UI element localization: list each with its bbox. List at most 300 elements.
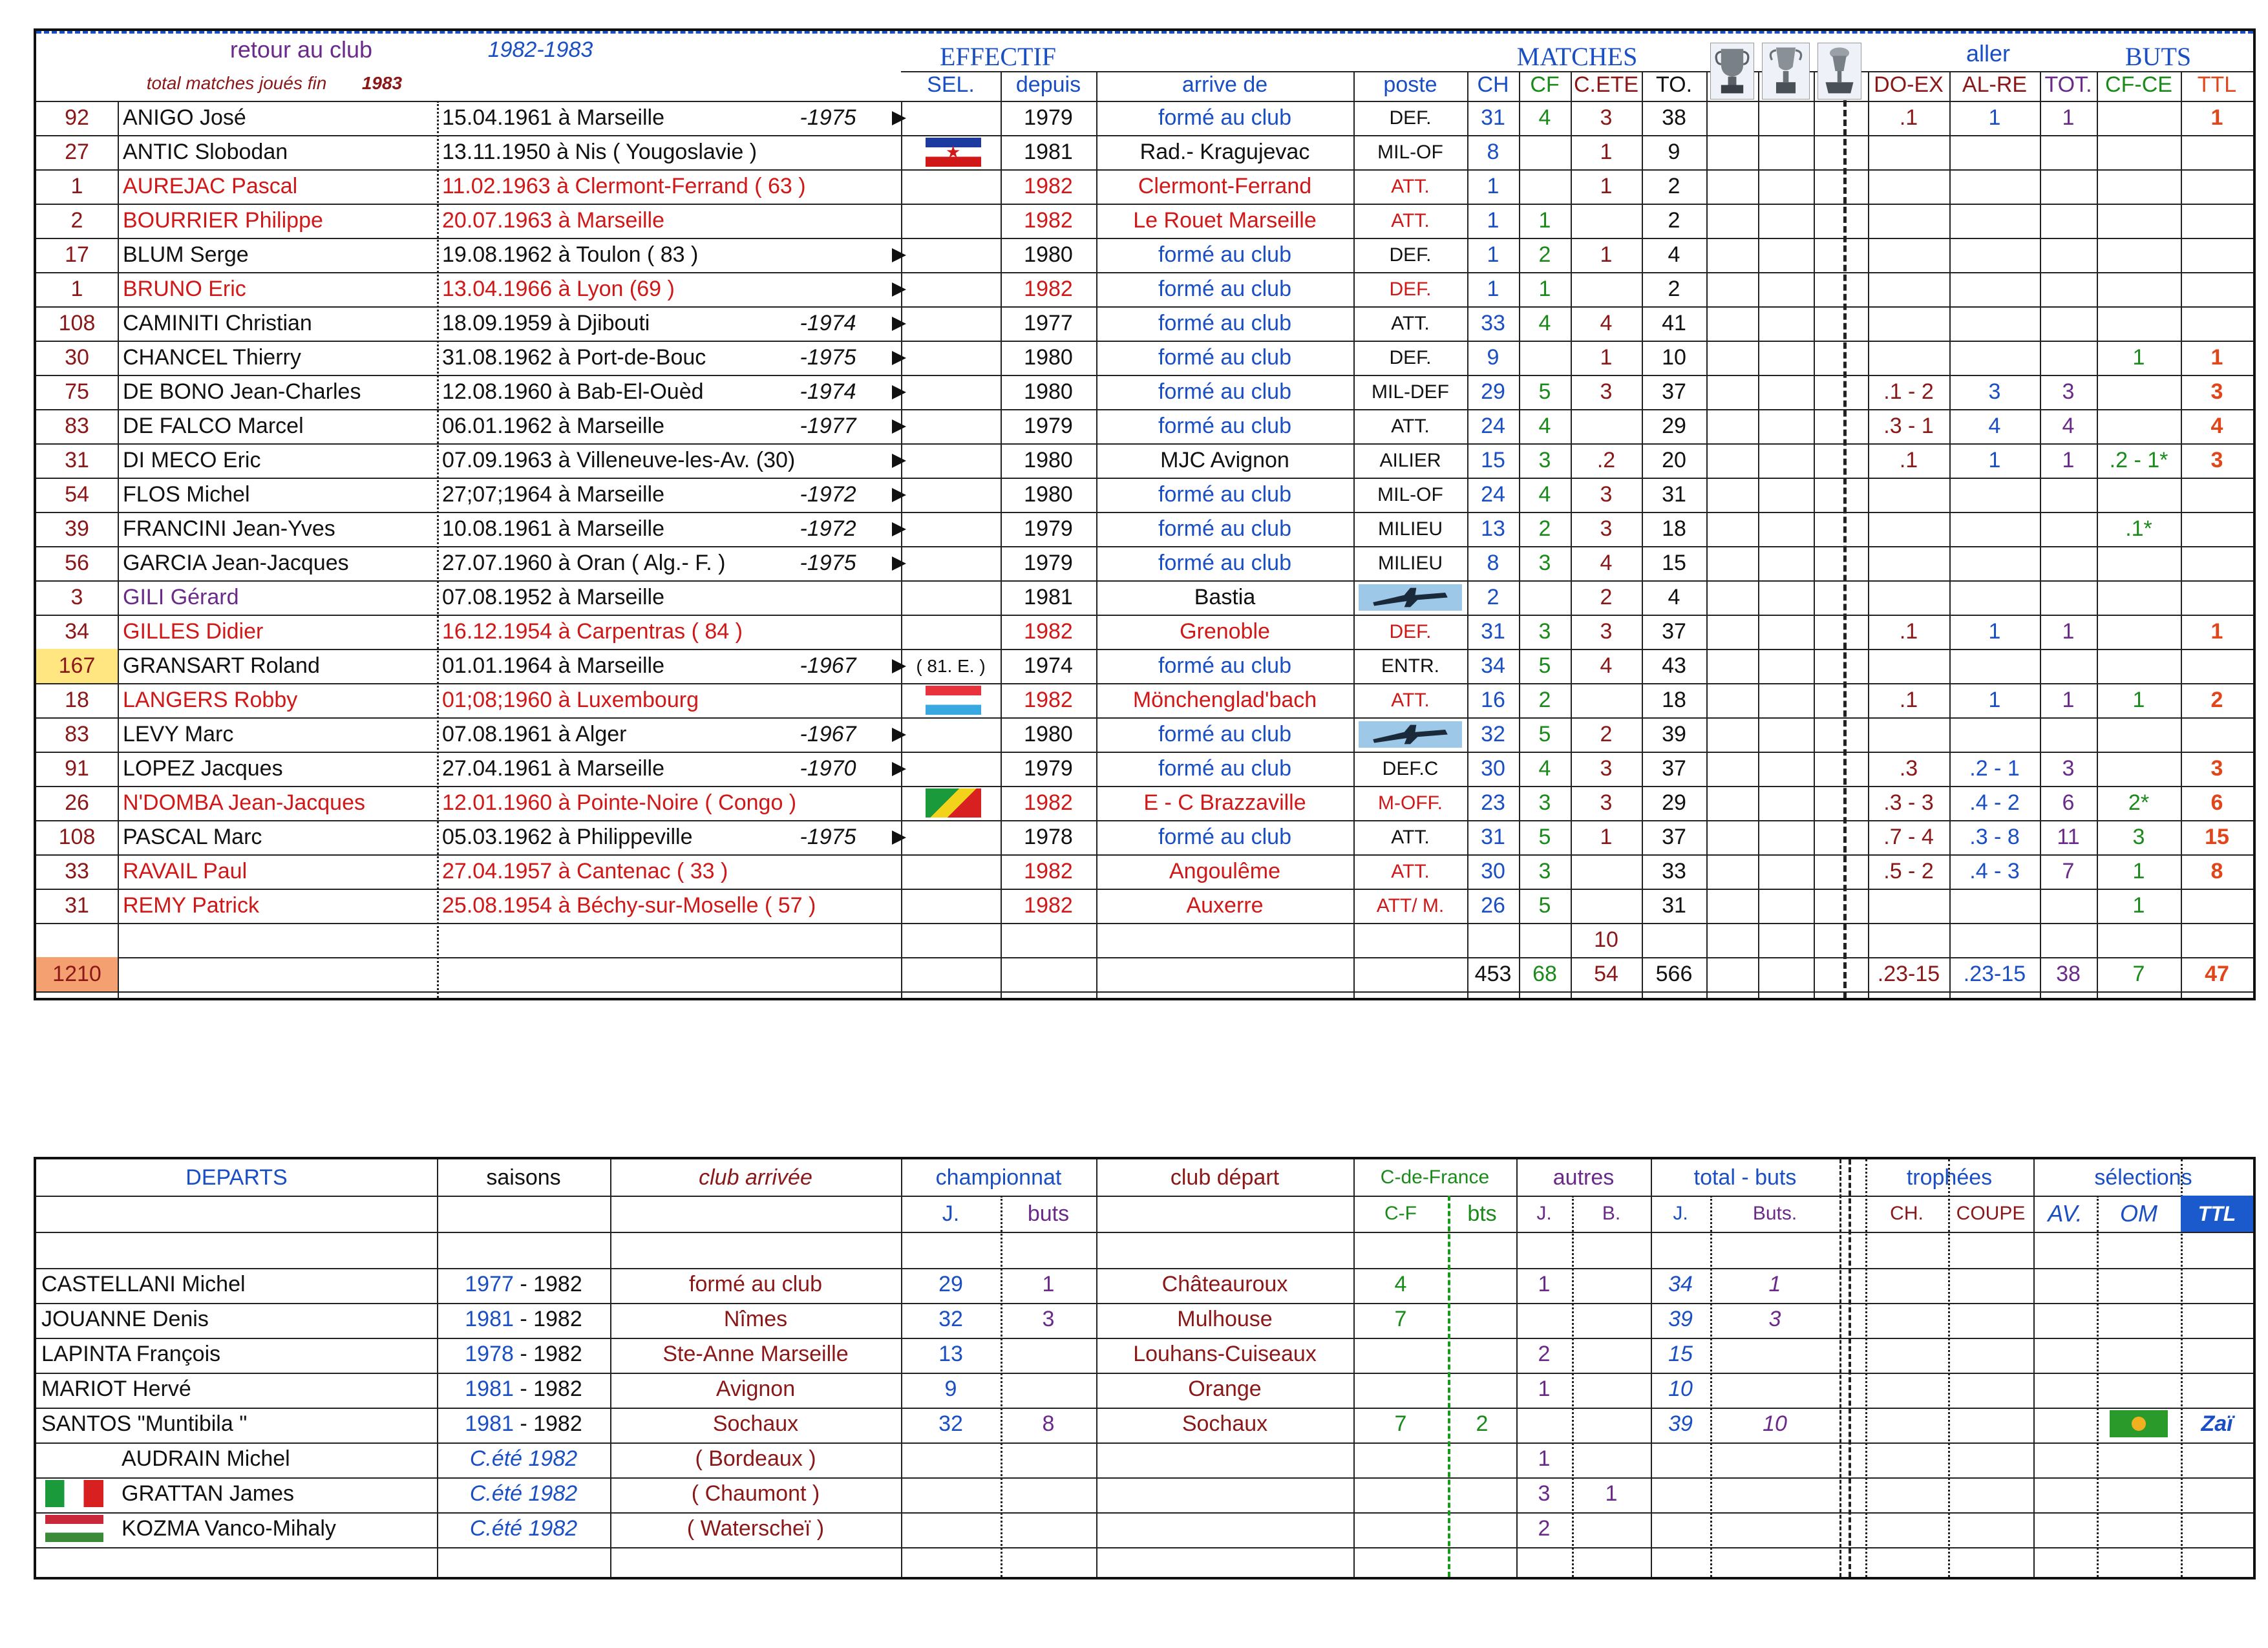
trophy-icon-1: [1710, 43, 1754, 100]
player-number: 33: [65, 859, 89, 883]
grid-line: [36, 991, 2253, 993]
header-arrive: arrive de: [1182, 72, 1268, 97]
flag-yugo: [926, 138, 981, 167]
youth-year: -1977: [800, 414, 856, 438]
table-row: [36, 169, 2253, 204]
position: ATT/ M.: [1376, 894, 1445, 916]
goals-ttl: [2181, 306, 2253, 341]
goals-alre: [1949, 272, 2040, 306]
arrow-icon: [892, 248, 906, 262]
youth-year: -1972: [800, 516, 856, 541]
arrow-icon: [892, 385, 906, 399]
goals-alre: [1949, 135, 2040, 169]
goals-doex: [1868, 889, 1949, 923]
cup-goals: [1448, 1267, 1516, 1302]
goals-cfce: [2097, 409, 2181, 443]
goals-doex: [1868, 204, 1949, 238]
matches-cf: 3: [1538, 619, 1551, 644]
birth-info: 27.04.1957 à Cantenac ( 33 ): [442, 859, 728, 883]
goals-cfce: [2097, 649, 2181, 683]
goals-alre: [1949, 546, 2040, 580]
goals-ttl: 3: [2210, 379, 2223, 404]
matches-cf: 4: [1538, 105, 1551, 130]
matches-ch: 15: [1481, 448, 1505, 472]
matches-total: 31: [1662, 482, 1686, 507]
other-goals: [1572, 1441, 1651, 1476]
cup-matches: 7: [1394, 1411, 1407, 1436]
table-row: [36, 752, 2253, 786]
goals-doex: .7 - 4: [1883, 825, 1934, 849]
season-start: 1981: [465, 1411, 514, 1436]
player-name: KOZMA Vanco-Mihaly: [122, 1516, 336, 1541]
player-name: SANTOS "Muntibila ": [41, 1411, 248, 1436]
matches-cete: 2: [1600, 722, 1613, 746]
matches-cf: [1519, 341, 1571, 375]
other-goals: [1572, 1267, 1651, 1302]
player-number: 167: [36, 649, 118, 683]
player-number: 83: [65, 414, 89, 438]
flag-lux: [926, 686, 981, 715]
star-icon: ★: [946, 142, 961, 162]
goals-tot: 11: [2057, 825, 2080, 849]
goals-ttl: 1: [2210, 345, 2223, 370]
from-club: formé au club: [1158, 414, 1291, 438]
matches-cf: 4: [1538, 756, 1551, 781]
goals-doex: .3: [1899, 756, 1918, 781]
table-row: [36, 854, 2253, 889]
from-club: formé au club: [1158, 516, 1291, 541]
selection-note: ( 81. E. ): [916, 655, 986, 676]
goals-tot: 7: [2062, 859, 2075, 883]
goals-cfce: [2097, 238, 2181, 272]
matches-cete: 3: [1600, 790, 1613, 815]
matches-cete: 1: [1600, 242, 1613, 267]
table-row: [36, 306, 2253, 341]
player-number: 31: [65, 448, 89, 472]
table-row: [36, 1476, 2253, 1511]
player-name: ANTIC Slobodan: [123, 140, 288, 164]
player-name: DE BONO Jean-Charles: [123, 379, 361, 404]
player-name: LANGERS Robby: [123, 688, 298, 712]
player-name: GILI Gérard: [123, 585, 239, 609]
player-name: GARCIA Jean-Jacques: [123, 551, 349, 575]
table-row: [36, 238, 2253, 272]
club-arrivee: Sochaux: [712, 1411, 799, 1436]
from-club: formé au club: [1158, 825, 1291, 849]
position: DEF.: [1389, 244, 1432, 266]
goals-ttl: 4: [2210, 414, 2223, 438]
club-arrivee: Ste-Anne Marseille: [662, 1341, 849, 1366]
goals-doex: [1868, 306, 1949, 341]
flag-italy: [45, 1480, 103, 1507]
player-number: 30: [65, 345, 89, 370]
other-goals: [1572, 1336, 1651, 1371]
from-club: formé au club: [1158, 242, 1291, 267]
goals-cfce: 2*: [2128, 790, 2150, 815]
from-club: formé au club: [1158, 311, 1291, 335]
season-start: 1978: [465, 1341, 514, 1366]
total-year: 1983: [361, 73, 403, 93]
total-matches: 39: [1668, 1306, 1693, 1331]
header-alre: AL-RE: [1962, 72, 2028, 97]
goals-ttl: 2: [2210, 688, 2223, 712]
goals-cfce: [2097, 546, 2181, 580]
goals-alre: [1949, 580, 2040, 615]
birth-info: 15.04.1961 à Marseille: [442, 105, 665, 130]
seasons: [437, 1371, 610, 1406]
subheader-row: [36, 71, 2253, 98]
player-number: 39: [65, 516, 89, 541]
season-end: 1982: [533, 1411, 582, 1436]
goals-tot: [2040, 580, 2097, 615]
matches-cete: 1: [1600, 345, 1613, 370]
flag-zaire: [2110, 1410, 2168, 1437]
position: DEF.: [1389, 107, 1432, 129]
since-year: 1982: [1024, 790, 1073, 815]
cup-goals: [1448, 1371, 1516, 1406]
champ-goals: 1: [1042, 1271, 1055, 1296]
goals-tot: [2040, 204, 2097, 238]
table-row: [36, 101, 2253, 135]
goals-tot: [2040, 341, 2097, 375]
goals-tot: 1: [2062, 619, 2075, 644]
goals-ttl: [2181, 204, 2253, 238]
player-name: REMY Patrick: [123, 893, 259, 918]
goals-doex: [1868, 169, 1949, 204]
matches-ch: 8: [1487, 140, 1500, 164]
since-year: 1980: [1024, 722, 1073, 746]
matches-ch: 16: [1481, 688, 1505, 712]
player-name: CHANCEL Thierry: [123, 345, 301, 370]
matches-ch: 13: [1481, 516, 1505, 541]
matches-cf: 5: [1538, 653, 1551, 678]
goals-cfce: 1: [2132, 345, 2145, 370]
since-year: 1979: [1024, 414, 1073, 438]
season-start: 1981: [465, 1306, 514, 1331]
goals-doex: .1: [1899, 105, 1918, 130]
birth-info: 13.11.1950 à Nis ( Yougoslavie ): [442, 140, 758, 164]
club-arrivee: Avignon: [715, 1376, 796, 1401]
matches-cete: 2: [1600, 585, 1613, 609]
summer-cup: C.été 1982: [469, 1446, 578, 1471]
since-year: 1982: [1024, 893, 1073, 918]
player-name: GILLES Didier: [123, 619, 264, 644]
matches-cete: 3: [1600, 756, 1613, 781]
matches-ch: 2: [1487, 585, 1500, 609]
total-goals: 1: [1768, 1271, 1781, 1296]
arrow-icon: [892, 556, 906, 571]
roster-table: [34, 28, 2256, 1000]
player-name: N'DOMBA Jean-Jacques: [123, 790, 365, 815]
matches-total: 41: [1662, 311, 1686, 335]
header-cete: C.ETE: [1573, 72, 1639, 97]
header-doex: DO-EX: [1874, 72, 1944, 97]
table-row: [36, 409, 2253, 443]
total-goals: 3: [1768, 1306, 1781, 1331]
position: DEF.: [1389, 620, 1432, 642]
season-dash: -: [513, 1306, 534, 1331]
goals-doex: [1868, 272, 1949, 306]
effectif-label: EFFECTIF: [939, 41, 1057, 71]
matches-cf: [1519, 169, 1571, 204]
arrow-icon: [892, 351, 906, 365]
total-matches: 15: [1668, 1341, 1693, 1366]
selection-country: Zaï: [2201, 1411, 2233, 1436]
champ-goals: [1001, 1371, 1096, 1406]
goals-alre: 1: [1988, 619, 2001, 644]
other-matches: 2: [1538, 1516, 1551, 1541]
flag-congo: [926, 788, 981, 818]
table-row: [36, 1406, 2253, 1441]
goals-cfce: [2097, 717, 2181, 752]
player-name: DE FALCO Marcel: [123, 414, 304, 438]
table-row: [36, 1302, 2253, 1336]
since-year: 1982: [1024, 277, 1073, 301]
table-row: [36, 1336, 2253, 1371]
since-year: 1980: [1024, 345, 1073, 370]
matches-cf: 3: [1538, 448, 1551, 472]
goals-alre: .4 - 3: [1969, 859, 2020, 883]
club-depart: Louhans-Cuiseaux: [1133, 1341, 1317, 1366]
club-arrivee: ( Bordeaux ): [695, 1446, 816, 1471]
grid-line: [36, 1547, 2253, 1548]
player-number: 34: [65, 619, 89, 644]
table-row: [36, 443, 2253, 478]
season-start: 1981: [465, 1376, 514, 1401]
player-name: ANIGO José: [123, 105, 246, 130]
goals-tot: [2040, 512, 2097, 546]
matches-cete: 1: [1600, 174, 1613, 198]
position: MILIEU: [1377, 518, 1443, 540]
from-club: Mönchenglad'bach: [1132, 688, 1317, 712]
seasons: [437, 1267, 610, 1302]
arrow-icon: [892, 282, 906, 297]
table-row: [36, 478, 2253, 512]
matches-cf: 3: [1538, 790, 1551, 815]
position: M-OFF.: [1378, 792, 1443, 814]
matches-cf: 4: [1538, 311, 1551, 335]
goals-cfce: [2097, 169, 2181, 204]
total-tot: 38: [2056, 962, 2081, 986]
goals-tot: 4: [2062, 414, 2075, 438]
from-club: formé au club: [1158, 105, 1291, 130]
goals-cfce: [2097, 306, 2181, 341]
player-name: CAMINITI Christian: [123, 311, 312, 335]
table-row: [36, 820, 2253, 854]
extra-cete: 10: [1594, 927, 1618, 952]
goals-doex: .1: [1899, 688, 1918, 712]
matches-total: 39: [1662, 722, 1686, 746]
matches-ch: 30: [1481, 756, 1505, 781]
goals-ttl: 8: [2210, 859, 2223, 883]
goals-cfce: 1: [2132, 688, 2145, 712]
birth-info: 19.08.1962 à Toulon ( 83 ): [442, 242, 699, 267]
player-name: LAPINTA François: [41, 1341, 221, 1366]
goals-cfce: [2097, 272, 2181, 306]
goals-doex: [1868, 580, 1949, 615]
header-sel: SEL.: [927, 72, 975, 97]
position: MIL-OF: [1377, 483, 1443, 505]
other-matches: 2: [1538, 1341, 1551, 1366]
matches-ch: 31: [1481, 619, 1505, 644]
goals-doex: [1868, 649, 1949, 683]
goals-cfce: [2097, 204, 2181, 238]
since-year: 1977: [1024, 311, 1073, 335]
table-row: [36, 786, 2253, 820]
matches-cete: 3: [1600, 379, 1613, 404]
matches-total: 20: [1662, 448, 1686, 472]
since-year: 1981: [1024, 140, 1073, 164]
position: MIL-DEF: [1372, 381, 1449, 403]
goals-cfce: [2097, 615, 2181, 649]
other-goals: [1572, 1371, 1651, 1406]
other-goals: [1572, 1302, 1651, 1336]
matches-cf: 2: [1538, 688, 1551, 712]
matches-total: 31: [1662, 893, 1686, 918]
since-year: 1980: [1024, 482, 1073, 507]
total-cfce: 7: [2132, 962, 2145, 986]
goals-doex: [1868, 341, 1949, 375]
total-matches: 39: [1668, 1411, 1693, 1436]
since-year: 1979: [1024, 516, 1073, 541]
goals-ttl: [2181, 478, 2253, 512]
matches-cf: 5: [1538, 825, 1551, 849]
goals-ttl: 15: [2205, 825, 2229, 849]
champ-matches: 29: [938, 1271, 963, 1296]
goals-alre: 4: [1988, 414, 2001, 438]
goals-alre: [1949, 341, 2040, 375]
other-matches: [1516, 1406, 1572, 1441]
matches-cete: .2: [1596, 448, 1616, 472]
since-year: 1979: [1024, 756, 1073, 781]
cup-matches: 7: [1394, 1306, 1407, 1331]
goals-tot: [2040, 135, 2097, 169]
table-row: [36, 717, 2253, 752]
goals-doex: [1868, 135, 1949, 169]
matches-total: 15: [1662, 551, 1686, 575]
matches-total: 2: [1668, 277, 1680, 301]
position: ATT.: [1391, 209, 1430, 231]
birth-info: 01;08;1960 à Luxembourg: [442, 688, 699, 712]
since-year: 1980: [1024, 379, 1073, 404]
matches-cf: [1519, 135, 1571, 169]
club-depart: Orange: [1188, 1376, 1262, 1401]
matches-total: 33: [1662, 859, 1686, 883]
table-row: [36, 649, 2253, 683]
player-name: JOUANNE Denis: [41, 1306, 209, 1331]
matches-cete: 3: [1600, 619, 1613, 644]
from-club: Grenoble: [1180, 619, 1270, 644]
header-tj: J.: [1673, 1203, 1688, 1224]
goals-tot: [2040, 478, 2097, 512]
youth-year: -1974: [800, 379, 856, 404]
matches-cete: 4: [1600, 551, 1613, 575]
matches-total: 38: [1662, 105, 1686, 130]
birth-info: 27.04.1961 à Marseille: [442, 756, 665, 781]
player-number: 31: [65, 893, 89, 918]
goals-tot: [2040, 306, 2097, 341]
matches-cete: 1: [1600, 140, 1613, 164]
player-number: 92: [65, 105, 89, 130]
player-name: LOPEZ Jacques: [123, 756, 283, 781]
youth-year: -1975: [800, 825, 856, 849]
champ-matches: 32: [938, 1306, 963, 1331]
total-doex: .23-15: [1877, 962, 1940, 986]
total-matches: 10: [1668, 1376, 1693, 1401]
matches-cete: [1571, 272, 1642, 306]
arrow-icon: [892, 728, 906, 742]
position: DEF.: [1389, 278, 1432, 300]
table-row: [36, 375, 2253, 409]
position: DEF.C: [1382, 757, 1439, 779]
goals-alre: .2 - 1: [1969, 756, 2020, 781]
header-cfce: CF-CE: [2105, 72, 2172, 97]
goals-doex: .3 - 3: [1883, 790, 1934, 815]
champ-goals: [1001, 1336, 1096, 1371]
header-tcoupe: COUPE: [1956, 1203, 2026, 1224]
matches-total: 18: [1662, 516, 1686, 541]
goals-cfce: 3: [2132, 825, 2145, 849]
header-trophees: trophées: [1906, 1165, 1993, 1190]
totals-row: [36, 957, 2253, 991]
header-cf: CF: [1530, 72, 1560, 97]
goals-tot: 1: [2062, 688, 2075, 712]
cup-goals: 2: [1476, 1411, 1489, 1436]
goals-tot: 1: [2062, 105, 2075, 130]
club-depart: Sochaux: [1182, 1411, 1268, 1436]
matches-total: 4: [1668, 585, 1680, 609]
goals-tot: 3: [2062, 379, 2075, 404]
total-goals: 10: [1763, 1411, 1787, 1436]
seasons: [437, 1336, 610, 1371]
youth-year: -1970: [800, 756, 856, 781]
matches-ch: 1: [1487, 242, 1500, 267]
birth-info: 05.03.1962 à Philippeville: [442, 825, 693, 849]
from-club: Le Rouet Marseille: [1133, 208, 1317, 233]
arrow-icon: [892, 317, 906, 331]
matches-ch: 1: [1487, 208, 1500, 233]
player-number: 54: [65, 482, 89, 507]
player-number: 108: [58, 825, 96, 849]
goals-doex: [1868, 717, 1949, 752]
champ-matches: 13: [938, 1341, 963, 1366]
player-name: LEVY Marc: [123, 722, 234, 746]
player-number: 83: [65, 722, 89, 746]
since-year: 1982: [1024, 208, 1073, 233]
matches-ch: 1: [1487, 174, 1500, 198]
buts-label-wrap: [36, 40, 2253, 72]
from-club: formé au club: [1158, 379, 1291, 404]
matches-total: 2: [1668, 174, 1680, 198]
matches-ch: 1: [1487, 277, 1500, 301]
since-year: 1979: [1024, 105, 1073, 130]
club-arrivee: ( Waterscheï ): [686, 1516, 825, 1541]
position: ATT.: [1391, 312, 1430, 334]
total-alre: .23-15: [1963, 962, 2026, 986]
youth-year: -1975: [800, 345, 856, 370]
total-matches: 1210: [36, 957, 118, 991]
matches-cete: [1571, 409, 1642, 443]
goals-ttl: 3: [2210, 756, 2223, 781]
from-club: formé au club: [1158, 277, 1291, 301]
player-number: 1: [70, 277, 83, 301]
cup-goals: [1448, 1336, 1516, 1371]
player-name: MARIOT Hervé: [41, 1376, 191, 1401]
goals-tot: [2040, 717, 2097, 752]
header-aj: J.: [1536, 1203, 1552, 1224]
season-end: 1982: [533, 1306, 582, 1331]
total-goals: [1710, 1336, 1839, 1371]
